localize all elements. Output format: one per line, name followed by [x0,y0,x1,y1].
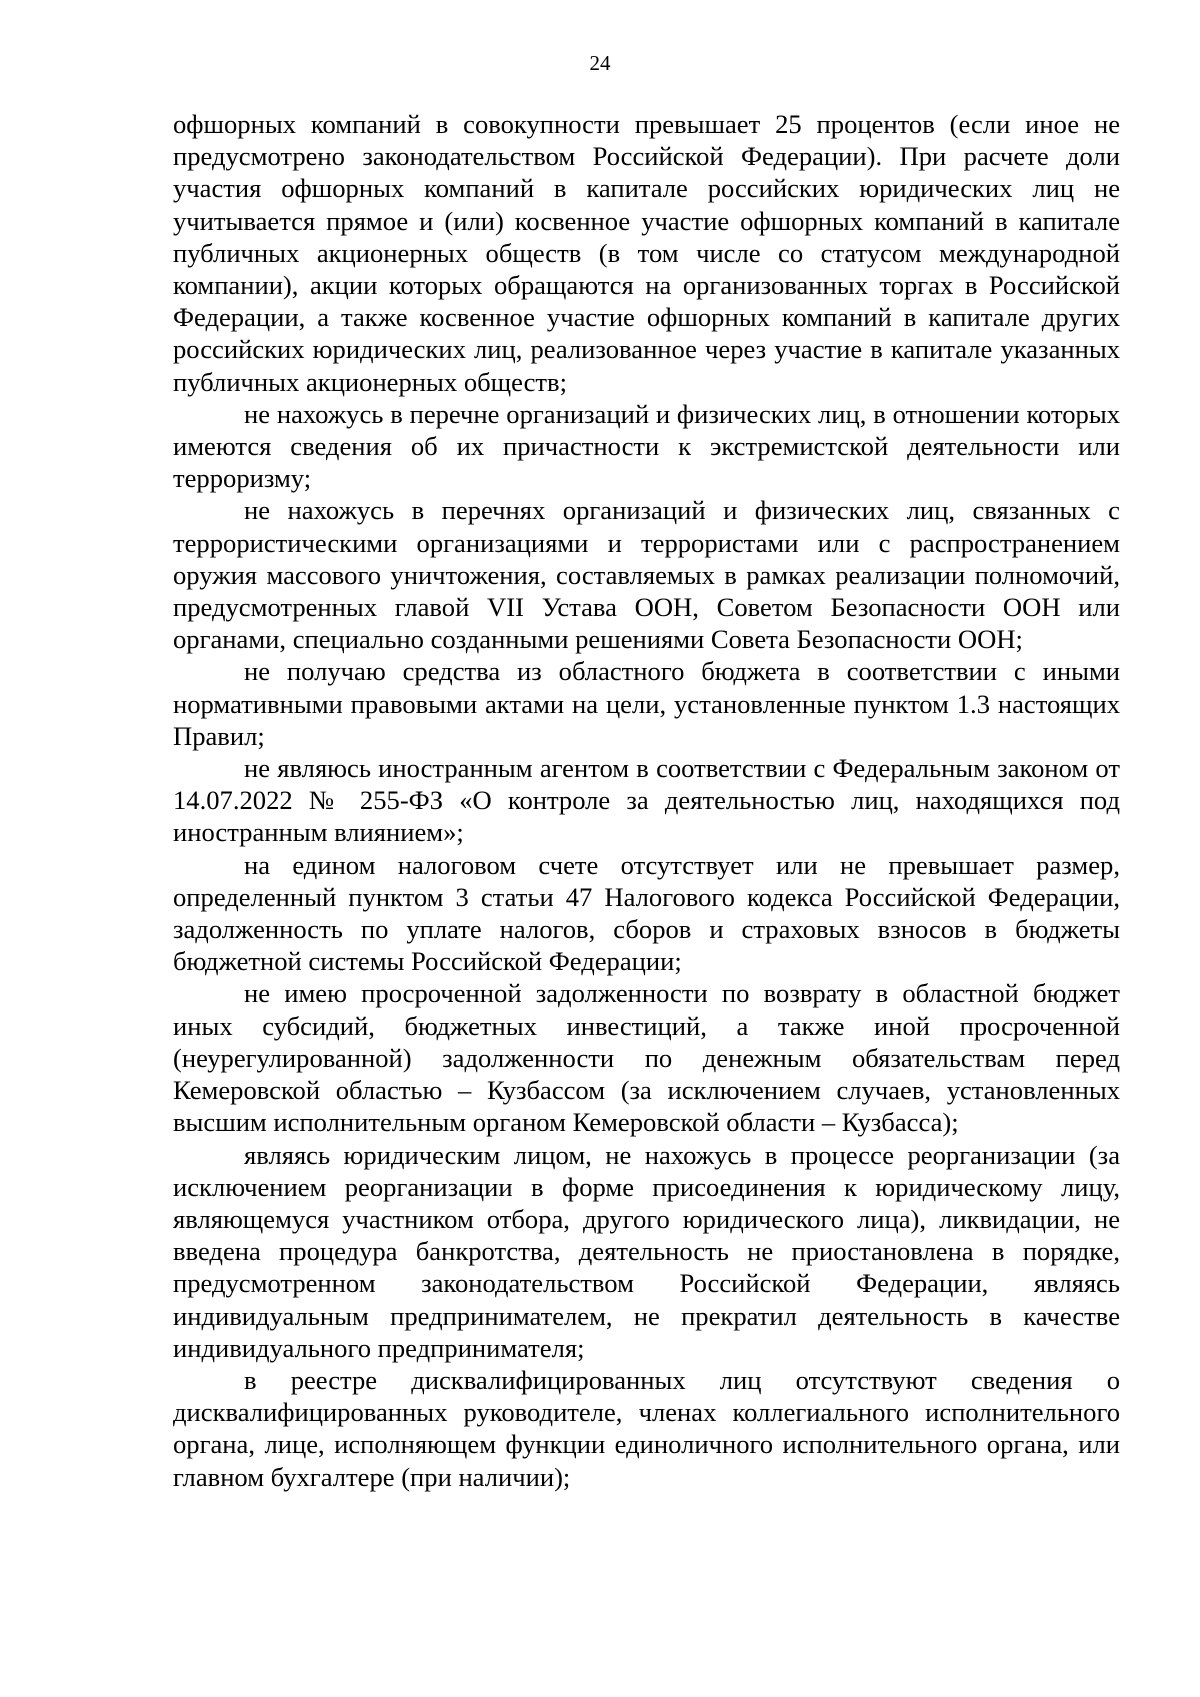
paragraph-disqualified-persons: в реестре дисквалифицированных лиц отсутствуют сведения о дисквалифицированных руководителе, членах коллегиального исполнительного органа, лице, исполняющем функции единоличного исполнительного органа, или главном бухгалтере (при наличии); [173,1364,1120,1492]
paragraph-reorganization: являясь юридическим лицом, не нахожусь в процессе реорганизации (за исключением реорганизации в форме присоединения к юридическому лицу, являющемуся участником отбора, другого юридического лица), ликвидации, не введена процедура банкротства, деятельность не приостановлена в порядке, предусмотренном законодательством Российской Федерации, являясь индивидуальным предпринимателем, не прекратил деятельность в качестве индивидуального предпринимателя; [173,1139,1120,1363]
page-number: 24 [589,51,611,75]
document-body [173,108,1120,1493]
paragraph-overdue-debt: не имею просроченной задолженности по возврату в областной бюджет иных субсидий, бюджетных инвестиций, а также иной просроченной (неурегулированной) задолженности по денежным обязательствам перед Кемеровской областью – Кузбассом (за исключением случаев, установленных высшим исполнительным органом Кемеровской области – Кузбасса); [173,978,1120,1138]
paragraph-terrorism-list: не нахожусь в перечнях организаций и физических лиц, связанных с террористическими организациями и террористами или с распространением оружия массового уничтожения, составляемых в рамках реализации полномочий, предусмотренных главой VII Устава ООН, Советом Безопасности ООН или органами, специально созданными решениями Совета Безопасности ООН; [173,495,1120,655]
paragraph-regional-budget-funds: не получаю средства из областного бюджета в соответствии с иными нормативными правовыми актами на цели, установленные пунктом 1.3 настоящих Правил; [173,656,1120,751]
paragraph-offshore-continuation: офшорных компаний в совокупности превышает 25 процентов (если иное не предусмотрено законодательством Российской Федерации). При расчете доли участия офшорных компаний в капитале российских юридических лиц не учитывается прямое и (или) косвенное участие офшорных компаний в капитале публичных акционерных обществ (в том числе со статусом международной компании), акции которых обращаются на организованных торгах в Российской Федерации, а также косвенное участие офшорных компаний в капитале других российских юридических лиц, реализованное через участие в капитале указанных публичных акционерных обществ; [173,109,1120,397]
paragraph-foreign-agent: не являюсь иностранным агентом в соответствии с Федеральным законом от 14.07.2022 № 255-ФЗ «О контроле за деятельностью лиц, находящихся под иностранным влиянием»; [173,753,1120,848]
paragraph-tax-account: на едином налоговом счете отсутствует или не превышает размер, определенный пунктом 3 статьи 47 Налогового кодекса Российской Федерации, задолженность по уплате налогов, сборов и страховых взносов в бюджеты бюджетной системы Российской Федерации; [173,849,1120,977]
paragraph-extremism-list: не нахожусь в перечне организаций и физических лиц, в отношении которых имеются сведения об их причастности к экстремистской деятельности или терроризму; [173,398,1120,494]
